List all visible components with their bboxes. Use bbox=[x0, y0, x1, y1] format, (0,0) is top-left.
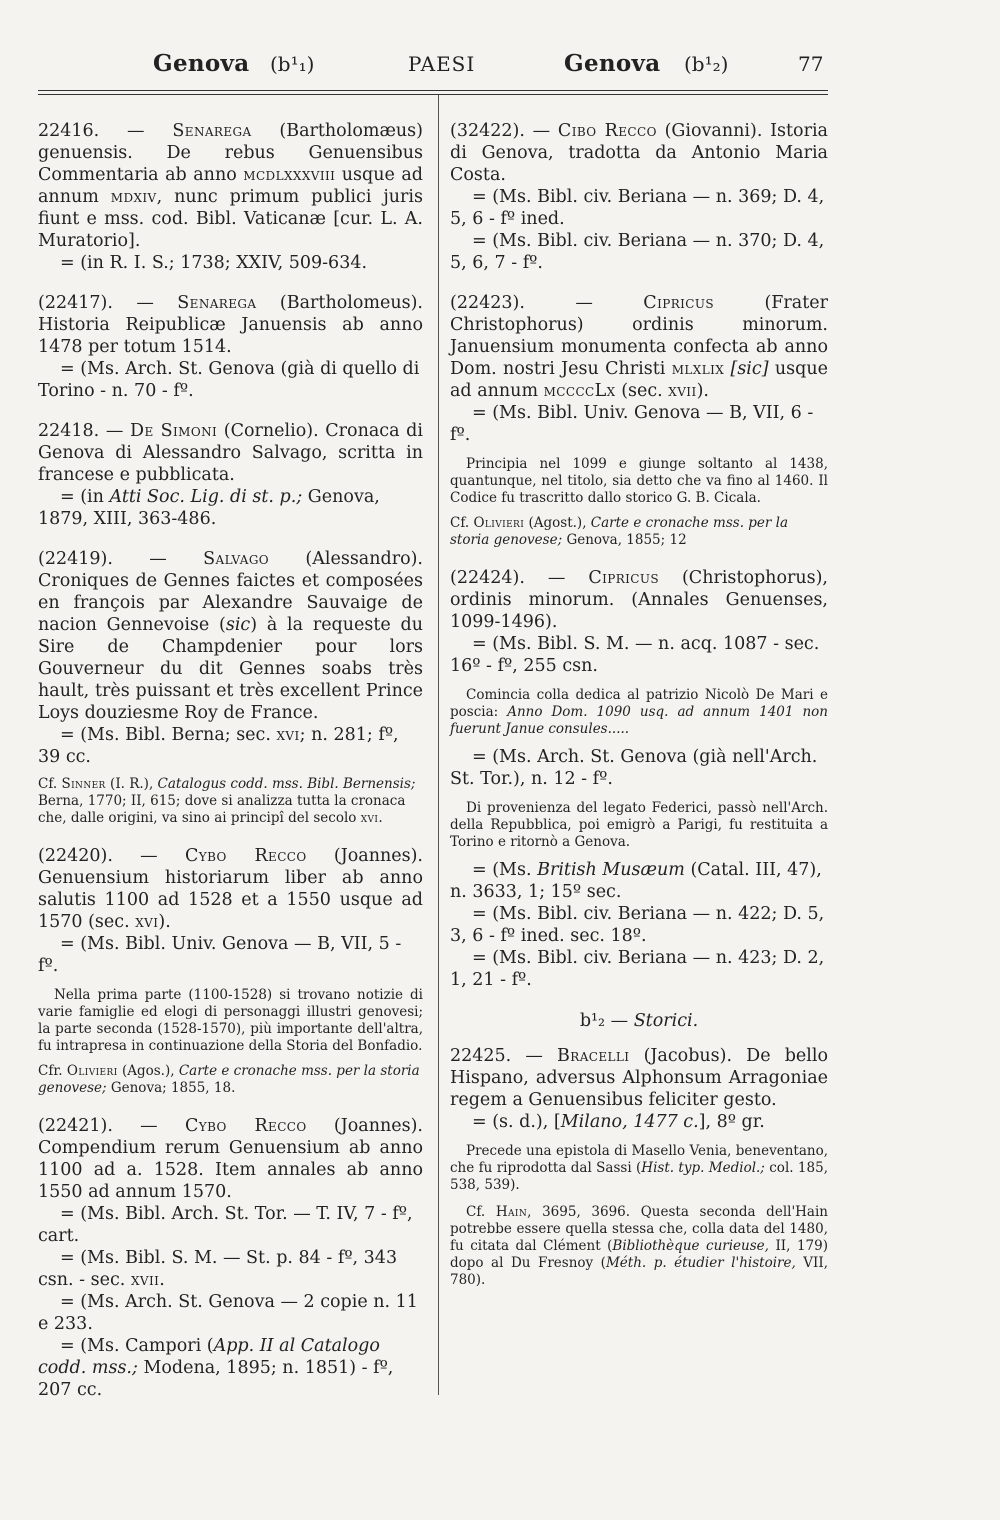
entry-author: De Simoni bbox=[130, 421, 218, 441]
entry-author: Senarega bbox=[172, 121, 252, 141]
entry-reference: = (Ms. Arch. St. Genova (già nell'Arch. St. Tor.), n. 12 - fº. bbox=[450, 747, 818, 789]
entry-reference bbox=[38, 724, 423, 768]
entry-title-end: ). bbox=[696, 381, 709, 401]
ref-prefix: = (Ms. Bibl. Berna; sec. bbox=[60, 725, 271, 745]
ref-library: British Musæum bbox=[537, 860, 685, 880]
entry-22423 bbox=[450, 292, 828, 549]
entry-note: Di provenienza del legato Federici, passò nell'Arch. della Repubblica, poi emigrò a Parigi, fu restituita a Torino e ritornò a Genova. bbox=[450, 800, 828, 850]
entry-author: Cybo Recco bbox=[184, 1116, 307, 1136]
entry-title: (Alessandro). Croniques de Gennes faictes et composées en françois par Alexandre Sauvaige de nacion Gennevoise ( bbox=[38, 549, 423, 635]
page-number: 77 bbox=[798, 52, 824, 76]
entry-22417 bbox=[38, 292, 423, 402]
entry-author: Cibo Recco bbox=[557, 121, 657, 141]
entry-title-cont: usque ad annum bbox=[450, 359, 828, 401]
cf-details: Berna, 1770; II, 615; dove si analizza tutta la cronaca che, dalle origini, va sino ai principî del secolo bbox=[38, 793, 406, 826]
entry-note bbox=[450, 687, 828, 738]
ref-prefix: = (Ms. bbox=[472, 860, 532, 880]
entry-number: (22421). — bbox=[38, 1116, 158, 1136]
ref-prefix: = (Ms. Bibl. S. M. — St. p. 84 - fº, 343 csn. - sec. bbox=[38, 1248, 398, 1290]
ref-details: ; n. 281; fº, 39 cc. bbox=[38, 725, 399, 767]
entry-text bbox=[38, 548, 423, 724]
entry-note bbox=[450, 1143, 828, 1194]
entry-reference: = (Ms. Arch. St. Genova (già di quello di Torino - n. 70 - fº. bbox=[38, 359, 420, 401]
ref-journal: Atti Soc. Lig. di st. p.; bbox=[109, 487, 303, 507]
right-column bbox=[450, 120, 828, 1307]
cf-title: Bibliothèque curieuse, bbox=[612, 1238, 769, 1254]
cf-author: Olivieri bbox=[473, 515, 525, 531]
entry-22419 bbox=[38, 548, 423, 827]
cf-details: Genova; 1855, 18. bbox=[110, 1080, 236, 1096]
header-rule bbox=[38, 90, 828, 91]
entry-title: (Joannes). Genuensium historiarum liber ab anno salutis 1100 ad 1528 et a 1550 usque ad 1570 (sec. bbox=[38, 846, 423, 932]
entry-title: (Giovanni). Istoria di Genova, tradotta da Antonio Maria Costa. bbox=[450, 121, 828, 185]
roman-numeral: xvi. bbox=[360, 810, 384, 826]
ref-details: (Catal. III, 47), n. 3633, 1; 15º sec. bbox=[450, 860, 822, 902]
cf-details: Genova, 1855; 12 bbox=[566, 532, 687, 548]
entry-22425 bbox=[450, 1045, 828, 1289]
ref-place-date: Milano, 1477 c. bbox=[560, 1112, 699, 1132]
entry-title-cont: ) à la requeste du Sire de Champdenier pour lors Gouverneur du dit Gennes soabs très hault, très puissant et très excellent Prince Loys douziesme Roy de France. bbox=[38, 615, 423, 723]
cf-note bbox=[450, 515, 828, 549]
note-text: Precede una epistola di Masello Venia, beneventano, che fu riprodotta dal Sassi ( bbox=[450, 1143, 828, 1176]
entry-reference: = (Ms. Bibl. civ. Beriana — n. 422; D. 5, 3, 6 - fº ined. sec. 18º. bbox=[450, 904, 825, 946]
entry-text bbox=[450, 120, 828, 186]
entry-text bbox=[38, 1115, 423, 1203]
cf-details: VII, 780). bbox=[450, 1255, 828, 1288]
note-text: Comincia colla dedica al patrizio Nicolò De Mari e poscia: bbox=[450, 687, 828, 720]
entry-text bbox=[38, 420, 423, 486]
entry-number: (32422). — bbox=[450, 121, 551, 141]
entry-22422 bbox=[450, 120, 828, 274]
entry-reference: = (Ms. Bibl. civ. Beriana — n. 369; D. 4, 5, 6 - fº ined. bbox=[450, 187, 825, 229]
entry-22424 bbox=[450, 567, 828, 991]
cf-note bbox=[38, 776, 423, 827]
entry-author: Bracelli bbox=[557, 1046, 630, 1066]
cf-author-initials: (Agost.), bbox=[528, 515, 587, 531]
entry-number: (22423). — bbox=[450, 293, 593, 313]
entry-title-end: ). bbox=[158, 912, 171, 932]
entry-note: Nella prima parte (1100-1528) si trovano notizie di varie famiglie ed elogi di personaggi illustri genovesi; la parte seconda (1528-1570), più importante dell'altra, fu intrapresa in continuazione della Storia del Bonfadio. bbox=[38, 987, 423, 1054]
entry-number: 22425. — bbox=[450, 1046, 543, 1066]
ref-end: . bbox=[159, 1270, 165, 1290]
note-quote: Anno Dom. 1090 usq. ad annum 1401 non fuerunt Janue consules..... bbox=[450, 704, 828, 737]
cf-title: Carte e cronache mss. per la storia genovese; bbox=[450, 515, 789, 548]
cf-title: Méth. p. étudier l'histoire, bbox=[605, 1255, 796, 1271]
sic-mark: sic bbox=[225, 615, 251, 635]
entry-reference: = (Ms. Bibl. S. M. — n. acq. 1087 - sec. 16º - fº, 255 csn. bbox=[450, 634, 820, 676]
entry-text bbox=[450, 1045, 828, 1111]
cf-prefix: Cf. bbox=[450, 515, 470, 531]
roman-numeral: mccccLx bbox=[543, 381, 616, 401]
entry-text bbox=[38, 845, 423, 933]
entry-text bbox=[450, 567, 828, 633]
header-center: PAESI bbox=[408, 52, 476, 76]
entry-author: Senarega bbox=[177, 293, 257, 313]
entry-reference: = (Ms. Bibl. Arch. St. Tor. — T. IV, 7 - fº, cart. bbox=[38, 1204, 413, 1246]
entry-title: (Bartholomeus). Historia Reipublicæ Januensis ab anno 1478 per totum 1514. bbox=[38, 293, 423, 357]
cf-author-initials: (Agos.), bbox=[121, 1063, 175, 1079]
cf-author: Olivieri bbox=[66, 1063, 118, 1079]
entry-number: 22416. — bbox=[38, 121, 145, 141]
note-details: col. 185, 538, 539). bbox=[450, 1160, 828, 1193]
entry-number: (22424). — bbox=[450, 568, 566, 588]
entry-title: (Joannes). Compendium rerum Genuensium ab anno 1100 ad a. 1528. Item annales ab anno 1550 ad annum 1570. bbox=[38, 1116, 423, 1202]
section-title: Storici. bbox=[633, 1011, 699, 1031]
entry-title-cont: usque ad annum bbox=[38, 165, 424, 207]
roman-numeral: mlxlix bbox=[671, 359, 725, 379]
entry-title: (Christophorus), ordinis minorum. (Annales Genuenses, 1099-1496). bbox=[450, 568, 828, 632]
cf-text: II, 179) dopo al Du Fresnoy ( bbox=[450, 1238, 828, 1271]
cf-author-initials: (I. R.), bbox=[110, 776, 154, 792]
header-right-section: (b¹₂) bbox=[684, 52, 729, 76]
entry-reference bbox=[38, 486, 423, 530]
entry-title: (Jacobus). De bello Hispano, adversus Alphonsum Arragoniae regem a Genuensibus feliciter gesto. bbox=[450, 1046, 828, 1110]
entry-reference bbox=[38, 1247, 423, 1291]
entry-author: Cybo Recco bbox=[184, 846, 307, 866]
entry-reference: = (Ms. Arch. St. Genova — 2 copie n. 11 e 233. bbox=[38, 1292, 418, 1334]
entry-author: Cipricus bbox=[643, 293, 714, 313]
cf-note bbox=[450, 1204, 828, 1289]
entry-22418 bbox=[38, 420, 423, 530]
entry-author: Cipricus bbox=[588, 568, 660, 588]
sic-mark: [sic] bbox=[730, 359, 769, 379]
entry-title: (Frater Christophorus) ordinis minorum. Januensium monumenta confecta ab anno Dom. nostri Jesu Christi bbox=[450, 293, 828, 379]
cf-prefix: Cf. bbox=[38, 776, 58, 792]
entry-note: Principia nel 1099 e giunge soltanto al 1438, quantunque, nel titolo, sia detto che va fino al 1460. Il Codice fu trascritto dallo storico G. B. Cicala. bbox=[450, 456, 828, 506]
header-rule-double bbox=[38, 94, 828, 95]
entry-text bbox=[38, 120, 423, 252]
cf-author: Sinner bbox=[61, 776, 106, 792]
entry-text bbox=[38, 292, 423, 358]
entry-text bbox=[450, 292, 828, 402]
header-left-title: Genova bbox=[153, 50, 250, 77]
entry-22416 bbox=[38, 120, 423, 274]
entry-22421 bbox=[38, 1115, 423, 1401]
roman-numeral: mdxiv bbox=[110, 187, 157, 207]
roman-numeral: xvi bbox=[276, 725, 300, 745]
cf-title: Catalogus codd. mss. Bibl. Bernensis; bbox=[157, 776, 416, 792]
cf-prefix: Cfr. bbox=[38, 1063, 63, 1079]
entry-reference bbox=[38, 1335, 423, 1401]
entry-title-end: , nunc primum publici juris fiunt e mss. cod. Bibl. Vaticanæ [cur. L. A. Muratorio]. bbox=[38, 187, 423, 251]
ref-details: Genova, 1879, XIII, 363-486. bbox=[38, 487, 380, 529]
roman-numeral: xvi bbox=[135, 912, 159, 932]
entry-reference bbox=[450, 859, 828, 903]
header-right-title: Genova bbox=[564, 50, 661, 77]
entry-title: (Bartholomæus) genuensis. De rebus Genuensibus Commentaria ab anno bbox=[38, 121, 423, 185]
entry-reference: = (Ms. Bibl. civ. Beriana — n. 370; D. 4, 5, 6, 7 - fº. bbox=[450, 231, 825, 273]
entry-author: Salvago bbox=[203, 549, 270, 569]
entry-reference: = (Ms. Bibl. Univ. Genova — B, VII, 5 - fº. bbox=[38, 934, 402, 976]
entry-22420 bbox=[38, 845, 423, 1097]
entry-title-cont: (sec. bbox=[621, 381, 663, 401]
column-divider bbox=[438, 95, 439, 1395]
roman-numeral: mcdlxxxviii bbox=[243, 165, 336, 185]
left-column bbox=[38, 120, 423, 1419]
ref-journal: App. II al Catalogo codd. mss.; bbox=[38, 1336, 380, 1378]
note-title: Hist. typ. Mediol.; bbox=[641, 1160, 765, 1176]
entry-title: (Cornelio). Cronaca di Genova di Alessandro Salvago, scritta in francese e pubblicata. bbox=[38, 421, 423, 485]
cf-title: Carte e cronache mss. per la storia genovese; bbox=[38, 1063, 420, 1096]
roman-numeral: xvii bbox=[130, 1270, 160, 1290]
ref-details: Modena, 1895; n. 1851) - fº, 207 cc. bbox=[38, 1358, 394, 1400]
section-heading bbox=[450, 1009, 828, 1033]
cf-prefix: Cf. bbox=[466, 1204, 486, 1220]
entry-reference: = (Ms. Bibl. Univ. Genova — B, VII, 6 - fº. bbox=[450, 403, 814, 445]
cf-note bbox=[38, 1063, 423, 1097]
running-header bbox=[38, 50, 828, 90]
entry-number: (22417). — bbox=[38, 293, 154, 313]
entry-number: 22418. — bbox=[38, 421, 124, 441]
cf-text: , 3695, 3696. Questa seconda dell'Hain potrebbe essere quella stessa che, colla data del 1480, fu citata dal Clément ( bbox=[450, 1204, 828, 1254]
entry-number: (22420). — bbox=[38, 846, 158, 866]
entry-reference: = (in R. I. S.; 1738; XXIV, 509-634. bbox=[60, 253, 368, 273]
entry-number: (22419). — bbox=[38, 549, 167, 569]
ref-format: ], 8º gr. bbox=[698, 1112, 765, 1132]
section-label: b¹₂ — bbox=[579, 1011, 629, 1031]
header-left-section: (b¹₁) bbox=[270, 52, 315, 76]
ref-prefix: = (Ms. Campori ( bbox=[60, 1336, 214, 1356]
entry-reference: = (Ms. Bibl. civ. Beriana — n. 423; D. 2, 1, 21 - fº. bbox=[450, 948, 825, 990]
roman-numeral: xvii bbox=[668, 381, 697, 401]
ref-prefix: = (s. d.), [ bbox=[472, 1112, 561, 1132]
cf-author: Hain bbox=[495, 1204, 528, 1220]
ref-prefix: = (in bbox=[60, 487, 104, 507]
entry-reference bbox=[450, 1111, 828, 1133]
